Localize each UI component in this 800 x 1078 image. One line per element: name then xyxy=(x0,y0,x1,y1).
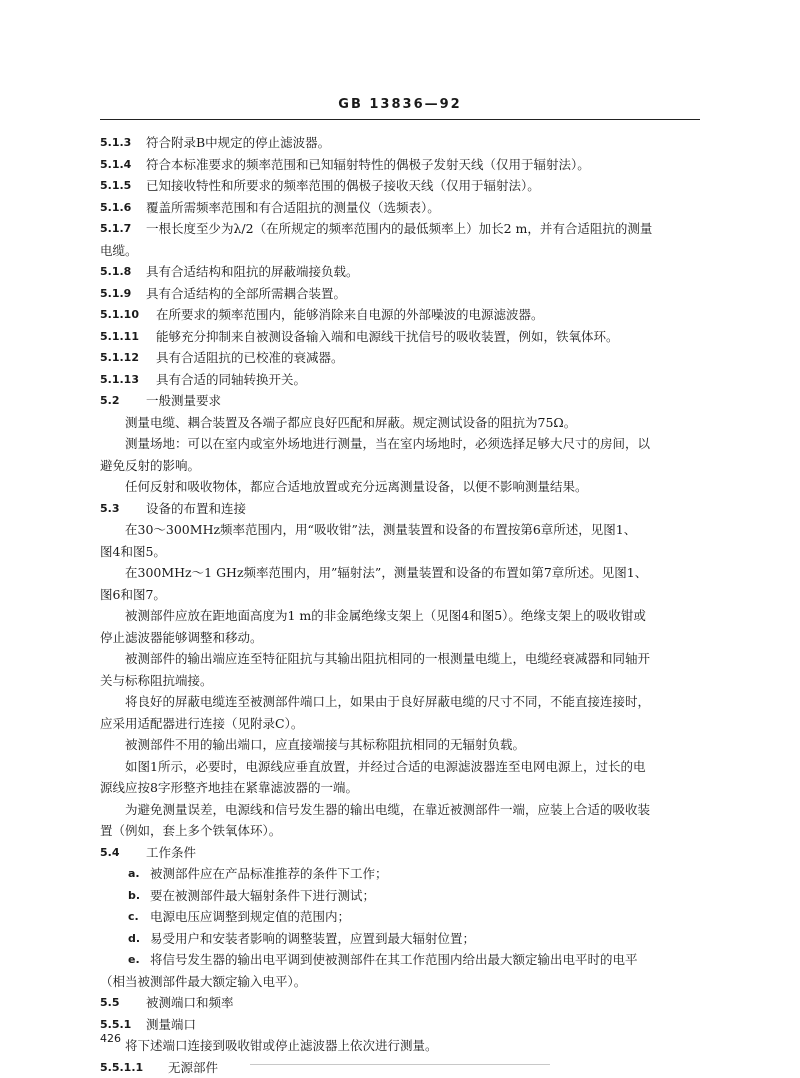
section-title: 工作条件 xyxy=(146,842,700,864)
paragraph: 测量电缆、耦合装置及各端子都应良好匹配和屏蔽。规定测试设备的阻抗为75Ω。 xyxy=(100,412,700,434)
clause-number: 5.1.10 xyxy=(100,304,150,326)
paragraph-continuation: 图4和图5。 xyxy=(100,541,700,563)
item-letter: a. xyxy=(128,863,150,885)
paragraph: 如图1所示，必要时，电源线应垂直放置，并经过合适的电源滤波器连至电网电源上，过长的电 xyxy=(100,756,700,778)
clause-5-1-7 xyxy=(100,218,700,240)
document-body xyxy=(100,132,700,1078)
paragraph-continuation: 置（例如，套上多个铁氧体环）。 xyxy=(100,820,700,842)
item-letter: b. xyxy=(128,885,150,907)
page-number: 426 xyxy=(100,1032,121,1045)
section-5-5-heading xyxy=(100,992,700,1014)
paragraph-continuation: 关与标称阻抗端接。 xyxy=(100,670,700,692)
paragraph: 任何反射和吸收物体，都应合适地放置或充分远离测量设备，以便不影响测量结果。 xyxy=(100,476,700,498)
clause-number: 5.1.7 xyxy=(100,218,140,240)
paragraph: 被测部件的输出端应连至特征阻抗与其输出阻抗相同的一根测量电缆上，电缆经衰减器和同轴开 xyxy=(100,648,700,670)
clause-5-1-11 xyxy=(100,326,700,348)
section-5-4-heading xyxy=(100,842,700,864)
clause-5-1-6 xyxy=(100,197,700,219)
clause-5-1-13 xyxy=(100,369,700,391)
clause-text: 覆盖所需频率范围和有合适阻抗的测量仪（选频表）。 xyxy=(146,197,700,219)
item-text: 要在被测部件最大辐射条件下进行测试； xyxy=(150,885,700,907)
section-5-2-heading xyxy=(100,390,700,412)
condition-item xyxy=(100,863,700,885)
clause-text: 具有合适的同轴转换开关。 xyxy=(156,369,700,391)
paragraph: 在300MHz～1 GHz频率范围内，用”辐射法”，测量装置和设备的布置如第7章所述。见图1、 xyxy=(100,562,700,584)
clause-text: 具有合适结构和阻抗的屏蔽端接负载。 xyxy=(146,261,700,283)
clause-text: 具有合适阻抗的已校准的衰减器。 xyxy=(156,347,700,369)
header-rule xyxy=(100,119,700,120)
clause-text: 具有合适结构的全部所需耦合装置。 xyxy=(146,283,700,305)
clause-text: 能够充分抑制来自被测设备输入端和电源线干扰信号的吸收装置，例如，铁氧体环。 xyxy=(156,326,700,348)
clause-number: 5.1.9 xyxy=(100,283,140,305)
section-title: 设备的布置和连接 xyxy=(146,498,700,520)
paragraph-continuation: 停止滤波器能够调整和移动。 xyxy=(100,627,700,649)
clause-5-1-5 xyxy=(100,175,700,197)
item-text: 将信号发生器的输出电平调到使被测部件在其工作范围内给出最大额定输出电平时的电平 xyxy=(150,949,700,971)
clause-text: 符合本标准要求的频率范围和已知辐射特性的偶极子发射天线（仅用于辐射法）。 xyxy=(146,154,700,176)
section-number: 5.5.1 xyxy=(100,1014,140,1036)
section-number: 5.4 xyxy=(100,842,140,864)
paragraph-continuation: 应采用适配器进行连接（见附录C）。 xyxy=(100,713,700,735)
clause-text: 已知接收特性和所要求的频率范围的偶极子接收天线（仅用于辐射法）。 xyxy=(146,175,700,197)
footer-rule xyxy=(250,1064,550,1065)
section-number: 5.5 xyxy=(100,992,140,1014)
clause-number: 5.1.6 xyxy=(100,197,140,219)
clause-number: 5.1.4 xyxy=(100,154,140,176)
paragraph-continuation: 图6和图7。 xyxy=(100,584,700,606)
clause-text: 一根长度至少为λ/2（在所规定的频率范围内的最低频率上）加长2 m，并有合适阻抗的测量 xyxy=(146,218,700,240)
section-title: 测量端口 xyxy=(146,1014,700,1036)
clause-5-1-8 xyxy=(100,261,700,283)
item-text: 被测部件应在产品标准推荐的条件下工作； xyxy=(150,863,700,885)
clause-number: 5.1.8 xyxy=(100,261,140,283)
condition-item xyxy=(100,885,700,907)
clause-5-1-12 xyxy=(100,347,700,369)
clause-number: 5.1.13 xyxy=(100,369,150,391)
condition-item xyxy=(100,949,700,971)
clause-number: 5.1.3 xyxy=(100,132,140,154)
paragraph: 在30～300MHz频率范围内，用“吸收钳”法，测量装置和设备的布置按第6章所述，见图1、 xyxy=(100,519,700,541)
section-5-3-heading xyxy=(100,498,700,520)
item-text: 电源电压应调整到规定值的范围内； xyxy=(150,906,700,928)
item-letter: e. xyxy=(128,949,150,971)
clause-number: 5.1.12 xyxy=(100,347,150,369)
clause-5-1-10 xyxy=(100,304,700,326)
paragraph: 为避免测量误差，电源线和信号发生器的输出电缆，在靠近被测部件一端，应装上合适的吸收装 xyxy=(100,799,700,821)
clause-text: 在所要求的频率范围内，能够消除来自电源的外部噪波的电源滤波器。 xyxy=(156,304,700,326)
item-letter: c. xyxy=(128,906,150,928)
clause-number: 5.1.11 xyxy=(100,326,150,348)
section-number: 5.5.1.1 xyxy=(100,1057,162,1078)
paragraph: 测量场地：可以在室内或室外场地进行测量，当在室内场地时，必须选择足够大尺寸的房间，以 xyxy=(100,433,700,455)
page-header: GB 13836—92 xyxy=(0,97,800,112)
clause-text: 符合附录B中规定的停止滤波器。 xyxy=(146,132,700,154)
clause-continuation: 电缆。 xyxy=(100,240,700,262)
paragraph-continuation: 避免反射的影响。 xyxy=(100,455,700,477)
section-title: 一般测量要求 xyxy=(146,390,700,412)
section-5-5-1-heading xyxy=(100,1014,700,1036)
condition-item xyxy=(100,928,700,950)
paragraph: 将下述端口连接到吸收钳或停止滤波器上依次进行测量。 xyxy=(100,1035,700,1057)
item-text: 易受用户和安装者影响的调整装置，应置到最大辐射位置； xyxy=(150,928,700,950)
clause-5-1-9 xyxy=(100,283,700,305)
paragraph-continuation: （相当被测部件最大额定输入电平）。 xyxy=(100,971,700,993)
paragraph: 被测部件不用的输出端口，应直接端接与其标称阻抗相同的无辐射负载。 xyxy=(100,734,700,756)
paragraph: 被测部件应放在距地面高度为1 m的非金属绝缘支架上（见图4和图5）。绝缘支架上的吸收钳或 xyxy=(100,605,700,627)
clause-5-1-4 xyxy=(100,154,700,176)
section-title: 被测端口和频率 xyxy=(146,992,700,1014)
clause-5-1-3 xyxy=(100,132,700,154)
paragraph-continuation: 源线应按8字形整齐地挂在紧靠滤波器的一端。 xyxy=(100,777,700,799)
condition-item xyxy=(100,906,700,928)
section-title: 无源部件 xyxy=(168,1057,700,1078)
section-number: 5.2 xyxy=(100,390,140,412)
section-number: 5.3 xyxy=(100,498,140,520)
paragraph: 将良好的屏蔽电缆连至被测部件端口上，如果由于良好屏蔽电缆的尺寸不同，不能直接连接时， xyxy=(100,691,700,713)
clause-number: 5.1.5 xyxy=(100,175,140,197)
item-letter: d. xyxy=(128,928,150,950)
